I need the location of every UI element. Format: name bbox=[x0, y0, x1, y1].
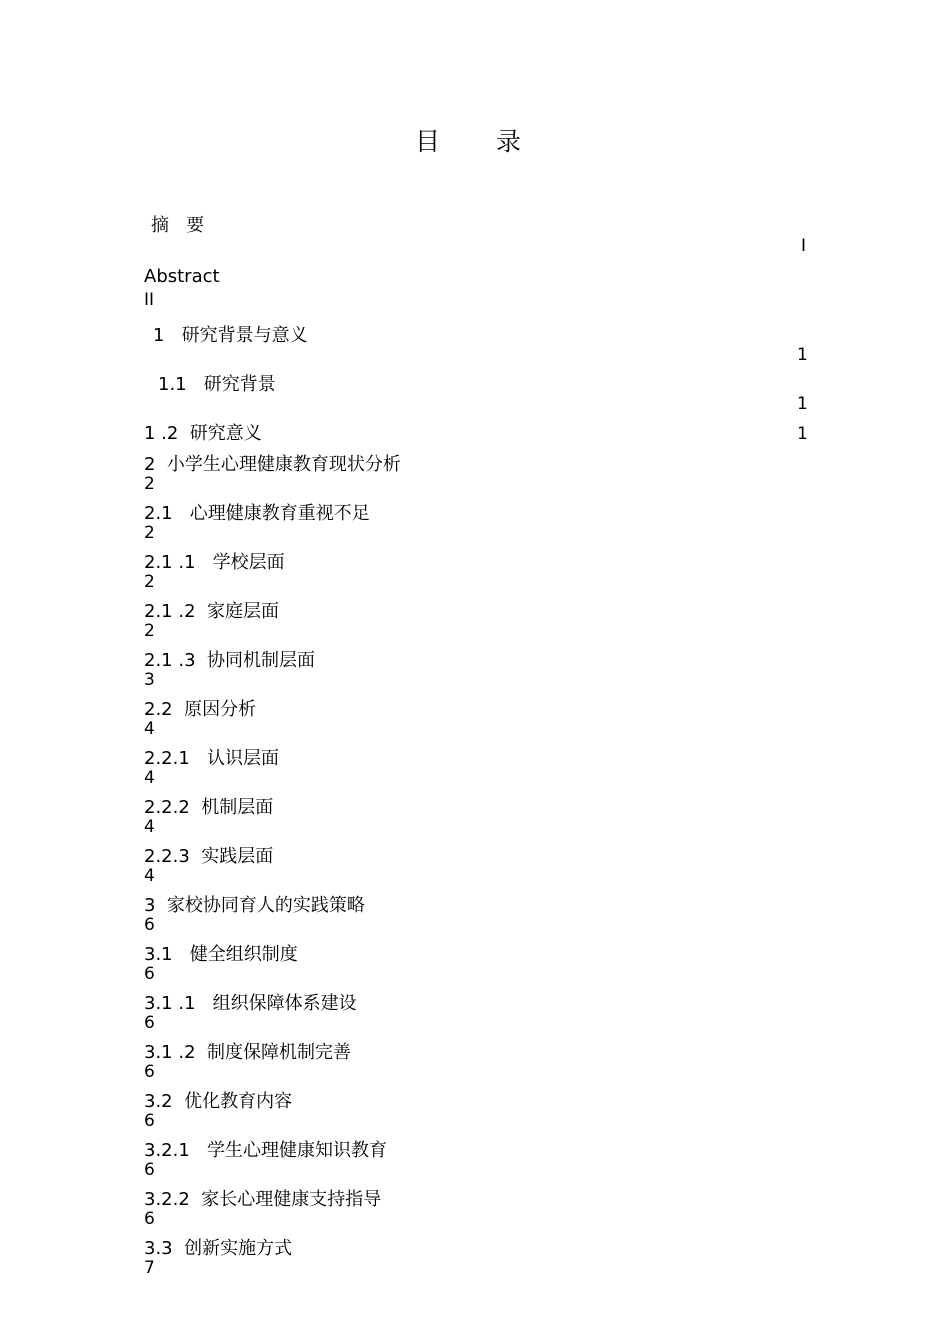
toc-entry-abstract-en[interactable]: Abstract bbox=[144, 266, 220, 287]
toc-entry-subsection[interactable]: 2.1 .3 协同机制层面 bbox=[144, 650, 315, 671]
toc-page-number: 6 bbox=[144, 964, 155, 984]
toc-page-number: 3 bbox=[144, 670, 155, 690]
toc-entry-subsection[interactable]: 2.1 .2 家庭层面 bbox=[144, 601, 279, 622]
toc-page-number: I bbox=[801, 236, 807, 256]
toc-entry-chapter[interactable]: 2 小学生心理健康教育现状分析 bbox=[144, 454, 401, 475]
toc-entry-section[interactable]: 1.1 研究背景 bbox=[158, 374, 276, 395]
toc-entry-chapter[interactable]: 1 研究背景与意义 bbox=[153, 325, 308, 346]
toc-entry-subsection[interactable]: 2.2.1 认识层面 bbox=[144, 748, 279, 769]
toc-page-number: 1 bbox=[797, 424, 808, 444]
toc-page-number: 2 bbox=[144, 572, 155, 592]
toc-page-number: 6 bbox=[144, 1111, 155, 1131]
toc-entry-subsection[interactable]: 2.1 .1 学校层面 bbox=[144, 552, 285, 573]
toc-entry-section[interactable]: 2.1 心理健康教育重视不足 bbox=[144, 503, 370, 524]
toc-page-number: 6 bbox=[144, 915, 155, 935]
toc-entry-section[interactable]: 3.2 优化教育内容 bbox=[144, 1091, 293, 1112]
toc-page-number: 6 bbox=[144, 1062, 155, 1082]
toc-entry-subsection[interactable]: 3.1 .1 组织保障体系建设 bbox=[144, 993, 357, 1014]
toc-entry-subsection[interactable]: 3.2.2 家长心理健康支持指导 bbox=[144, 1189, 382, 1210]
toc-page-number: II bbox=[144, 290, 155, 310]
toc-entry-subsection[interactable]: 3.2.1 学生心理健康知识教育 bbox=[144, 1140, 387, 1161]
toc-entry-section[interactable]: 3.1 健全组织制度 bbox=[144, 944, 298, 965]
toc-page-number: 1 bbox=[797, 345, 808, 365]
toc-page-number: 2 bbox=[144, 621, 155, 641]
toc-title: 目 录 bbox=[415, 127, 545, 156]
toc-page-number: 1 bbox=[797, 394, 808, 414]
toc-entry-subsection[interactable]: 2.2.2 机制层面 bbox=[144, 797, 274, 818]
toc-page-number: 4 bbox=[144, 719, 155, 739]
toc-page-number: 2 bbox=[144, 474, 155, 494]
toc-page-number: 6 bbox=[144, 1209, 155, 1229]
toc-page-number: 6 bbox=[144, 1160, 155, 1180]
toc-page-number: 4 bbox=[144, 817, 155, 837]
toc-page-number: 4 bbox=[144, 866, 155, 886]
toc-entry-abstract-cn[interactable]: 摘 要 bbox=[151, 215, 205, 236]
toc-entry-subsection[interactable]: 2.2.3 实践层面 bbox=[144, 846, 274, 867]
toc-entry-subsection[interactable]: 3.1 .2 制度保障机制完善 bbox=[144, 1042, 351, 1063]
toc-page-number: 2 bbox=[144, 523, 155, 543]
toc-entry-chapter[interactable]: 3 家校协同育人的实践策略 bbox=[144, 895, 365, 916]
toc-page-number: 4 bbox=[144, 768, 155, 788]
toc-entry-section[interactable]: 3.3 创新实施方式 bbox=[144, 1238, 293, 1259]
toc-page-number: 6 bbox=[144, 1013, 155, 1033]
toc-page-number: 7 bbox=[144, 1258, 155, 1278]
toc-entry-section[interactable]: 1 .2 研究意义 bbox=[144, 423, 262, 444]
toc-entry-section[interactable]: 2.2 原因分析 bbox=[144, 699, 257, 720]
